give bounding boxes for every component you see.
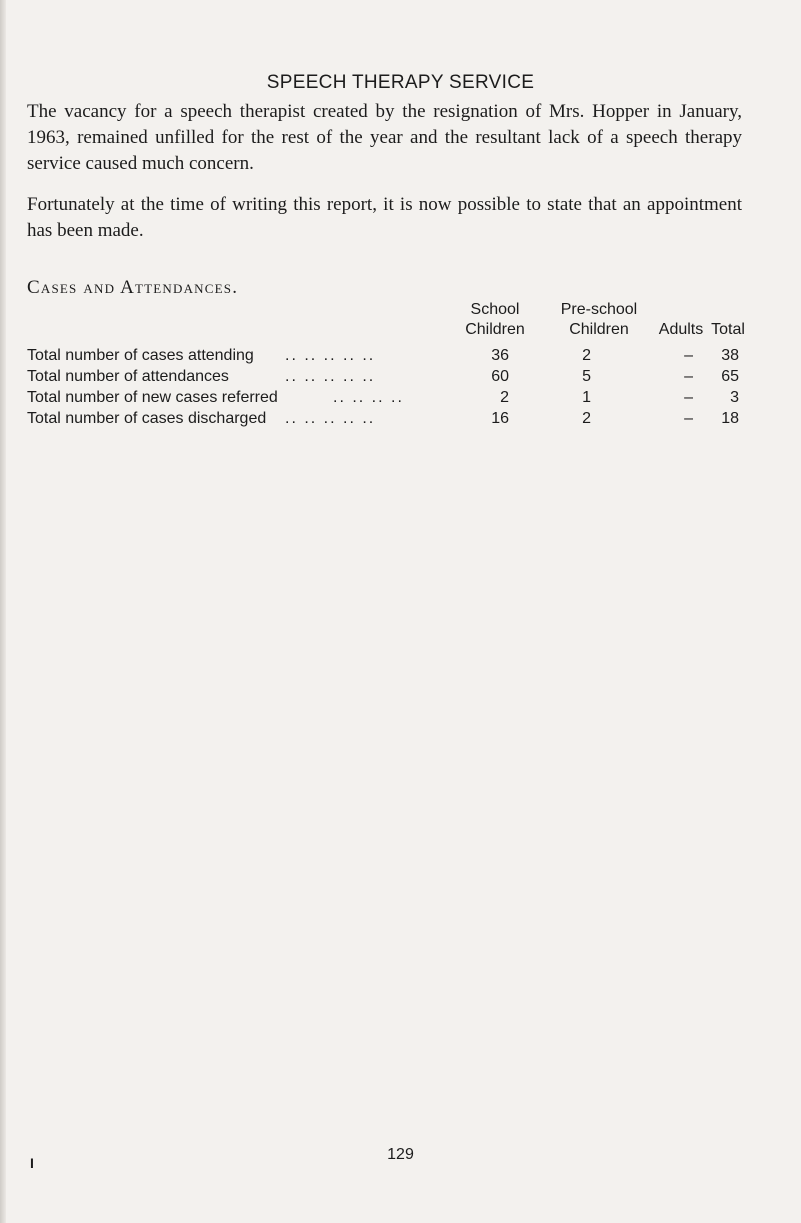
leader-dots: .. .. .. .. — [333, 389, 404, 406]
header-preschool-children — [549, 300, 649, 340]
row-label: Total number of new cases referred — [27, 389, 278, 406]
cell-preschool: 2 — [582, 347, 591, 364]
row-label: Total number of cases attending — [27, 347, 254, 364]
table-row — [27, 408, 747, 429]
leader-dots: .. .. .. .. .. — [285, 410, 376, 427]
cell-adults: – — [684, 368, 693, 385]
paragraph-appointment: Fortunately at the time of writing this report, it is now possible to state that an appointment has been made. — [27, 194, 742, 241]
cell-total: 38 — [721, 347, 739, 364]
row-label: Total number of attendances — [27, 368, 229, 385]
cell-school: 36 — [491, 347, 509, 364]
table-row — [27, 345, 747, 366]
page-edge — [0, 0, 6, 1223]
page-heading: SPEECH THERAPY SERVICE — [266, 72, 535, 93]
header-adults: Adults — [658, 321, 704, 338]
leader-dots: .. .. .. .. .. — [285, 347, 376, 364]
cell-total: 3 — [730, 389, 739, 406]
leader-dots: .. .. .. .. .. — [285, 368, 376, 385]
cell-adults: – — [684, 347, 693, 364]
cell-school: 16 — [491, 410, 509, 427]
cell-preschool: 5 — [582, 368, 591, 385]
page-number: 129 — [387, 1146, 414, 1163]
header-school-children — [455, 300, 535, 340]
cell-school: 60 — [491, 368, 509, 385]
cell-school: 2 — [500, 389, 509, 406]
cell-total: 65 — [721, 368, 739, 385]
paragraph-vacancy: The vacancy for a speech therapist created by the resignation of Mrs. Hopper in January, 1963, remained unfilled for the rest of the year and the resultant lack of a speech therapy service caused much concern. — [27, 101, 742, 174]
cell-preschool: 1 — [582, 389, 591, 406]
signature-mark: I — [30, 1155, 34, 1171]
table-row — [27, 366, 747, 387]
cell-adults: – — [684, 410, 693, 427]
cell-total: 18 — [721, 410, 739, 427]
header-school-line2: Children — [465, 321, 525, 338]
header-preschool-line1: Pre-school — [560, 301, 638, 318]
header-total: Total — [711, 321, 745, 338]
table-row — [27, 387, 747, 408]
header-preschool-line2: Children — [569, 321, 629, 338]
cell-preschool: 2 — [582, 410, 591, 427]
section-title: Cases and Attendances. — [27, 277, 239, 298]
row-label: Total number of cases discharged — [27, 410, 267, 427]
header-school-line1: School — [470, 301, 520, 318]
cell-adults: – — [684, 389, 693, 406]
